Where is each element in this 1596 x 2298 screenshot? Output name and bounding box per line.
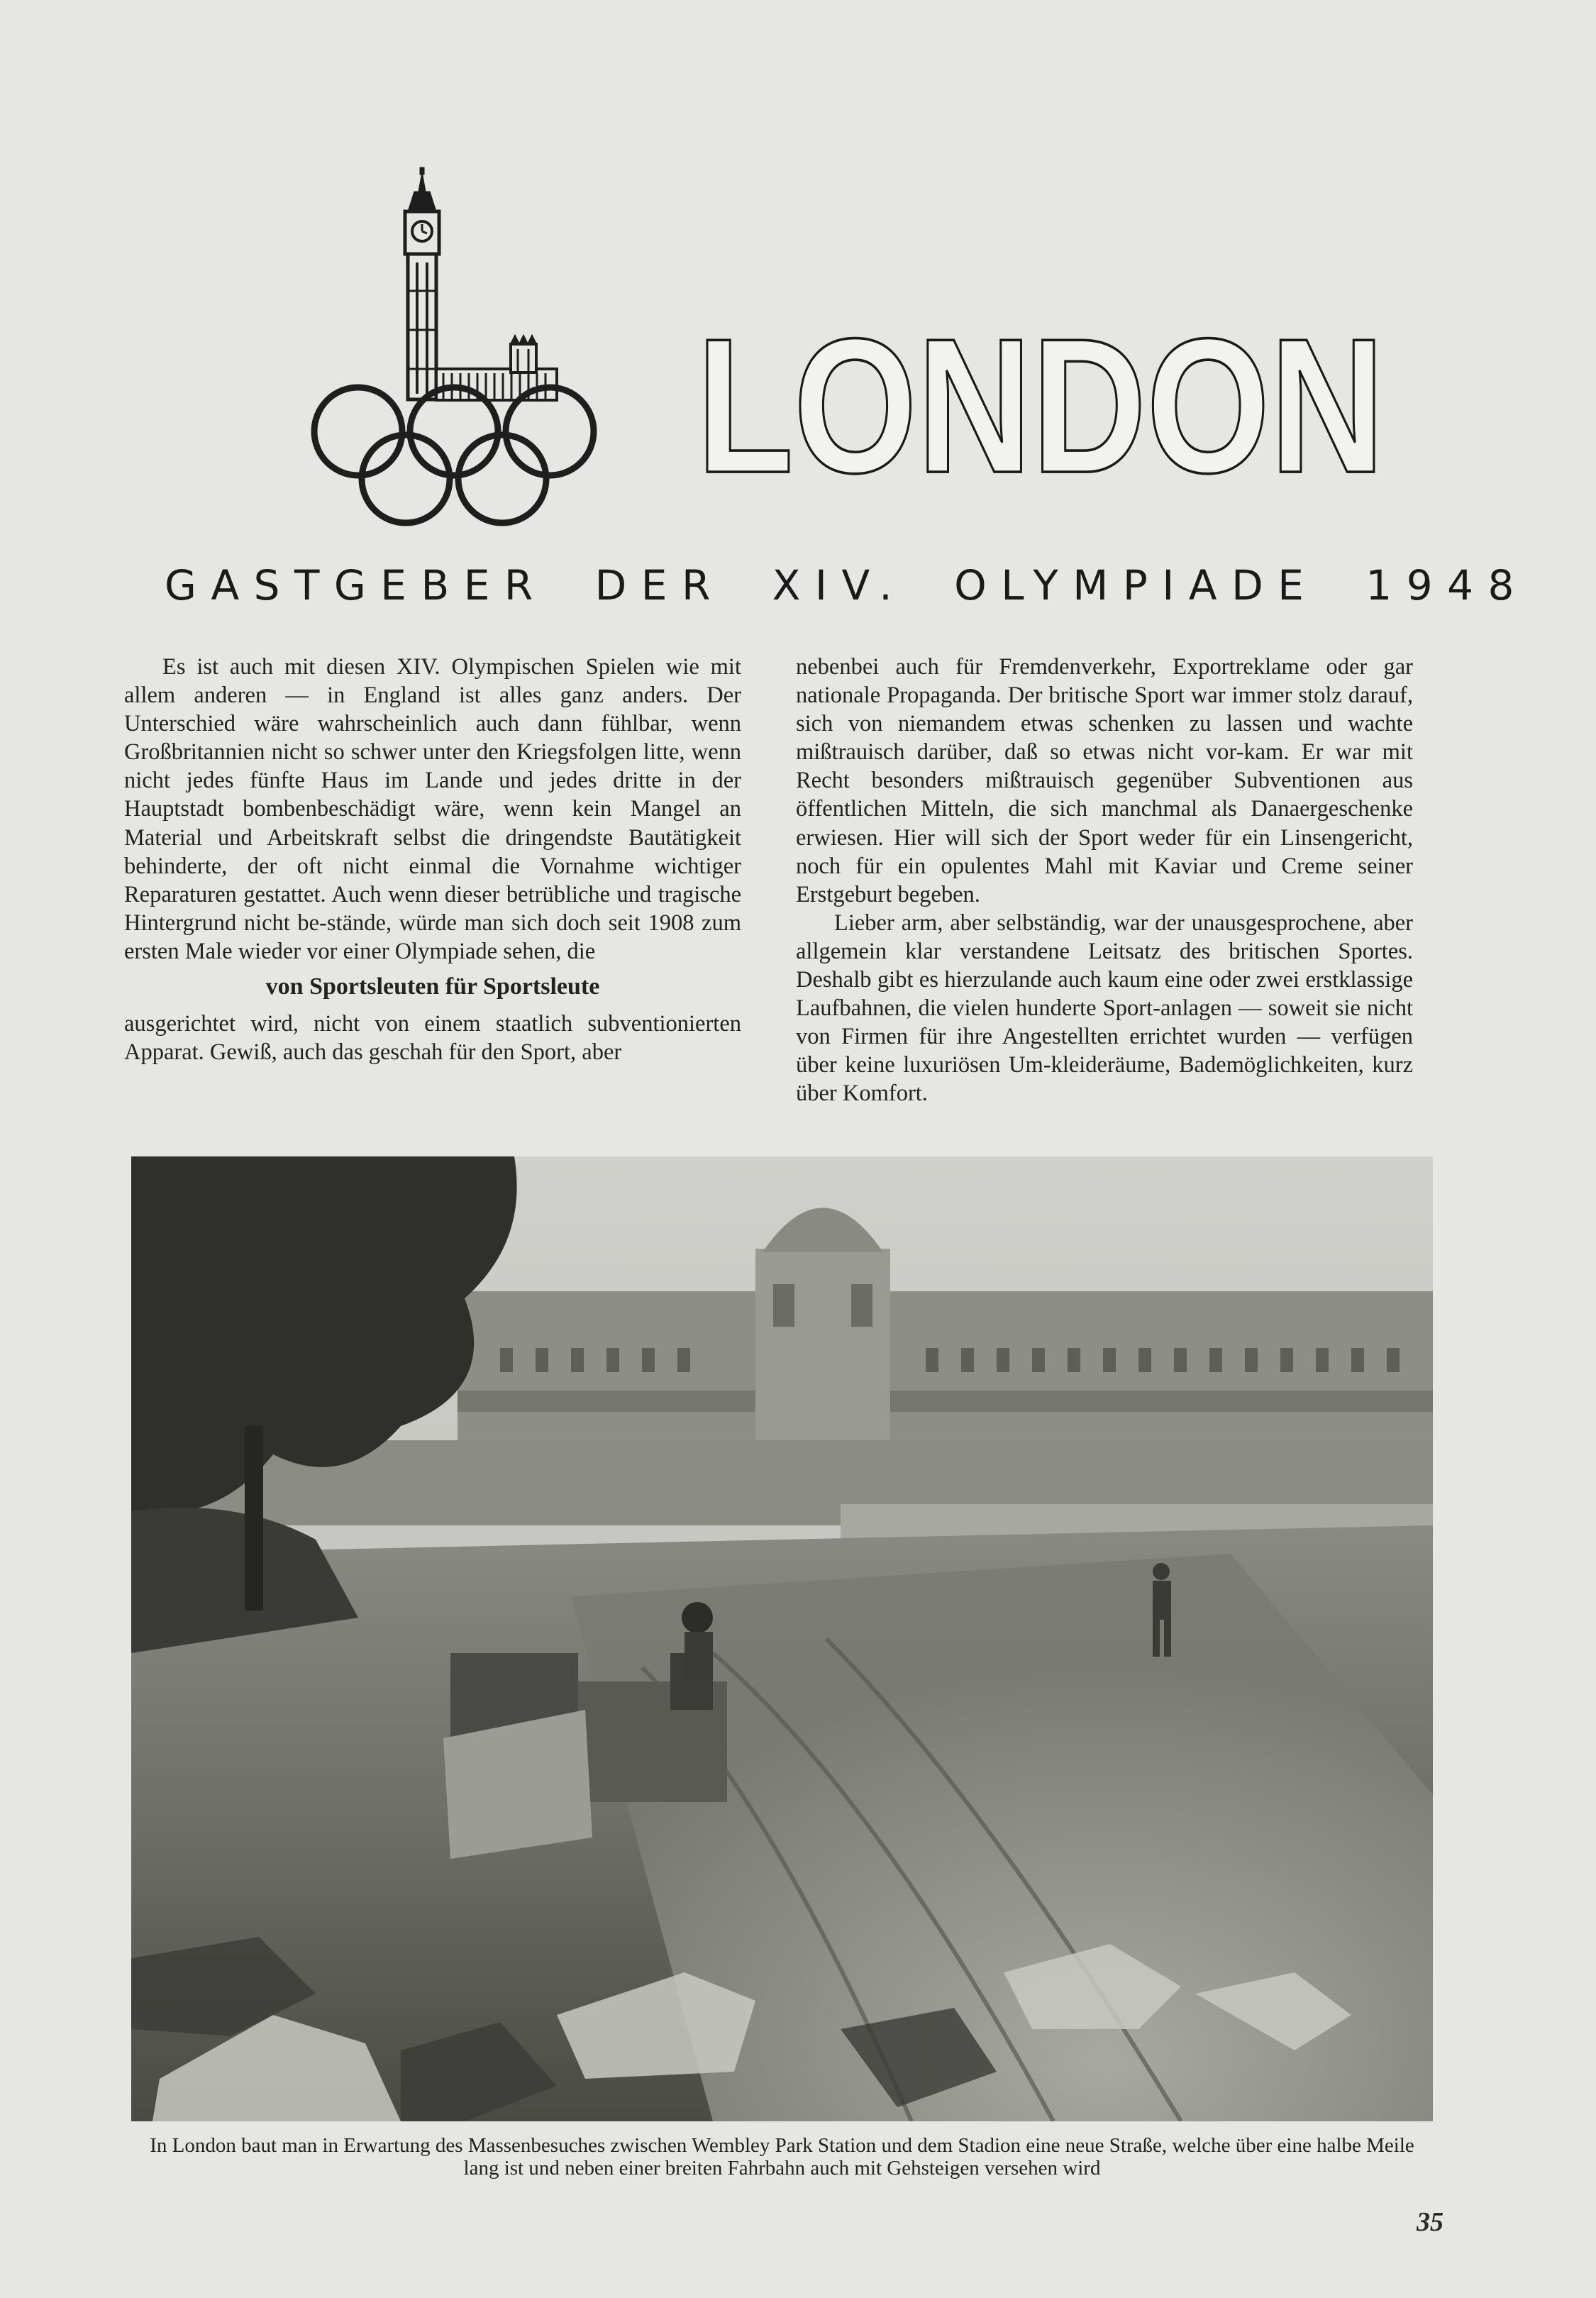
article-paragraph: ausgerichtet wird, nicht von einem staatlich subventionierten Apparat. Gewiß, auch das geschah für den Sport, aber xyxy=(124,1011,741,1066)
olympic-emblem-logo xyxy=(305,163,638,539)
page-number: 35 xyxy=(1417,2207,1443,2237)
london-wordmark-logo xyxy=(692,332,1390,534)
article-right-column xyxy=(796,653,1413,1108)
article-paragraph: Es ist auch mit diesen XIV. Olympischen Spielen wie mit allem anderen — in England ist alles ganz anders. Der Unterschied wäre wahrscheinlich auch dann fühlbar, wenn Großbritannien nicht so schwer unter den Kriegsfolgen litte, wenn nicht jedes fünfte Haus im Lande und jedes dritte in der Hauptstadt bombenbeschädigt wäre, wenn kein Mangel an Material und Arbeitskraft selbst die dringendste Bautätigkeit behinderte, der oft nicht einmal die Vornahme wichtiger Reparaturen gestattet. Auch wenn dieser betrübliche und tragische Hintergrund nicht be-stände, würde man sich doch seit 1908 zum ersten Male wieder vor einer Olympiade sehen, die xyxy=(124,654,741,964)
article-paragraph: nebenbei auch für Fremdenverkehr, Exportreklame oder gar nationale Propaganda. Der britische Sport war immer stolz darauf, sich von niemandem etwas schenken zu lassen und wachte mißtrauisch darüber, daß so etwas nicht vor-kam. Er war mit Recht besonders mißtrauisch gegenüber Subventionen aus öffentlichen Mitteln, die sich manchmal als Danaergeschenke erwiesen. Hier will sich der Sport weder für ein Linsengericht, noch für ein opulentes Mahl mit Kaviar und Creme seiner Erstgeburt begeben. xyxy=(796,654,1413,907)
wordmark-text: LONDON xyxy=(697,332,1385,513)
photo-caption: In London baut man in Erwartung des Massenbesuches zwischen Wembley Park Station und dem Stadion eine neue Straße, welche über eine halbe Meile lang ist und neben einer breiten Fahrbahn auch mit Gehsteigen versehen wird xyxy=(150,2134,1414,2180)
article-heading: von Sportsleuten für Sportsleute xyxy=(265,973,600,1000)
article-paragraph: Lieber arm, aber selbständig, war der unausgesprochene, aber allgemein klar verstandene Leitsatz des britischen Sportes. Deshalb gibt es hierzulande auch kaum eine oder zwei erstklassige Laufbahnen, die vielen hunderte Sport-anlagen — soweit sie nicht von Firmen für ihre Angestellten errichtet wurden — verfügen über keine luxuriösen Um-kleideräume, Bademöglichkeiten, kurz über Komfort. xyxy=(796,910,1413,1107)
article-left-column xyxy=(124,653,741,1066)
wembley-construction-photo xyxy=(131,1156,1433,2121)
subtitle: GASTGEBER DER XIV. OLYMPIADE 1948 xyxy=(165,561,1529,609)
